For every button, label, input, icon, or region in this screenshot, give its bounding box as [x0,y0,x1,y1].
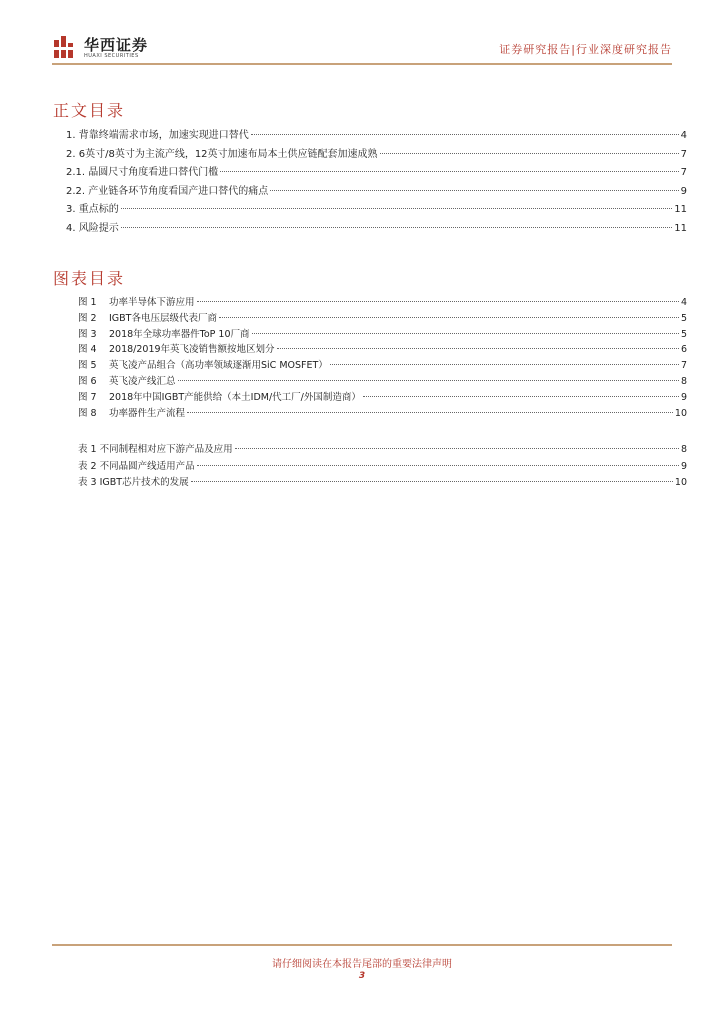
figure-page: 5 [680,328,687,340]
figure-number: 图 6 [78,375,97,387]
figure-item[interactable] [78,294,687,310]
toc-item-label: 1. 背靠终端需求市场，加速实现进口替代 [66,130,249,141]
logo-text-en: HUAXI SECURITIES [84,53,139,59]
huaxi-logo-icon [52,34,78,60]
figure-item[interactable] [78,341,687,357]
table-label: 表 3 IGBT芯片技术的发展 [78,477,189,488]
figure-number: 图 2 [78,312,97,324]
figure-page: 6 [680,344,687,356]
leader-dots [197,301,679,302]
toc-title: 正文目录 [53,101,126,120]
table-list [78,441,687,491]
figure-item[interactable] [78,310,687,326]
leader-dots [270,190,678,191]
table-item[interactable] [78,458,687,475]
leader-dots [178,380,679,381]
table-page: 8 [680,444,687,455]
leader-dots [121,227,673,228]
figure-item[interactable] [78,389,687,405]
figure-item[interactable] [78,373,687,389]
figure-list [78,294,687,420]
leader-dots [197,465,679,466]
leader-dots [191,481,673,482]
figure-label: 2018年中国IGBT产能供给（本土IDM/代工厂/外国制造商） [109,391,361,403]
toc-item-label: 2.2. 产业链各环节角度看国产进口替代的痛点 [66,185,269,197]
table-page: 9 [680,460,687,472]
figure-item[interactable] [78,326,687,342]
figure-page: 9 [680,391,687,403]
leader-dots [187,412,673,413]
toc-item-label: 3. 重点标的 [66,204,119,216]
report-type-label: 证券研究报告|行业深度研究报告 [499,43,672,56]
figure-number: 图 3 [78,328,97,340]
table-item[interactable] [78,474,687,491]
figure-label: 功率半导体下游应用 [109,297,195,308]
toc-list [66,126,687,238]
toc-item-page: 11 [674,222,687,234]
leader-dots [330,364,679,365]
leader-dots [363,396,679,397]
page-number: 3 [358,971,366,981]
figure-number: 图 5 [78,360,97,372]
leader-dots [380,153,679,154]
figure-page: 4 [680,297,687,308]
figure-page: 10 [674,407,687,419]
logo-text-cn: 华西证券 [84,36,149,54]
figure-page: 8 [680,375,687,387]
table-label: 表 1 不同制程相对应下游产品及应用 [78,444,233,455]
figure-label: 2018年全球功率器件ToP 10厂商 [109,328,250,340]
table-label: 表 2 不同晶圆产线适用产品 [78,460,195,472]
page-header [0,0,724,70]
legal-notice: 请仔细阅读在本报告尾部的重要法律声明 [272,959,452,970]
figure-number: 图 7 [78,391,97,403]
figure-label: 英飞凌产品组合（高功率领域逐渐用SiC MOSFET） [109,360,328,372]
leader-dots [235,448,679,449]
leader-dots [277,348,679,349]
toc-item[interactable] [66,182,687,201]
leader-dots [121,208,673,209]
toc-item[interactable] [66,219,687,238]
figure-number: 图 1 [78,297,97,308]
figure-page: 5 [680,312,687,324]
header-divider [52,63,672,65]
table-item[interactable] [78,441,687,458]
figures-title: 图表目录 [53,269,126,288]
toc-item-label: 2.1. 晶圆尺寸角度看进口替代门槛 [66,167,219,179]
toc-item[interactable] [66,200,687,219]
toc-item-label: 4. 风险提示 [66,222,119,234]
toc-item-page: 4 [680,130,687,141]
toc-item[interactable] [66,163,687,182]
figure-label: 2018/2019年英飞凌销售额按地区划分 [109,344,275,356]
leader-dots [252,333,679,334]
toc-item-label: 2. 6英寸/8英寸为主流产线，12英寸加速布局本土供应链配套加速成熟 [66,148,378,160]
leader-dots [219,317,679,318]
figure-label: 英飞凌产线汇总 [109,375,176,387]
toc-item[interactable] [66,145,687,164]
leader-dots [220,171,678,172]
toc-item[interactable] [66,126,687,145]
figure-item[interactable] [78,357,687,373]
table-page: 10 [674,477,687,488]
toc-item-page: 7 [680,167,687,179]
figure-label: IGBT各电压层级代表厂商 [109,312,217,324]
figure-item[interactable] [78,405,687,421]
figure-number: 图 8 [78,407,97,419]
figure-label: 功率器件生产流程 [109,407,186,419]
footer-divider [52,944,672,946]
toc-item-page: 11 [674,204,687,216]
figure-number: 图 4 [78,344,97,356]
toc-item-page: 7 [680,148,687,160]
figure-page: 7 [680,360,687,372]
leader-dots [251,134,679,135]
toc-item-page: 9 [680,185,687,197]
